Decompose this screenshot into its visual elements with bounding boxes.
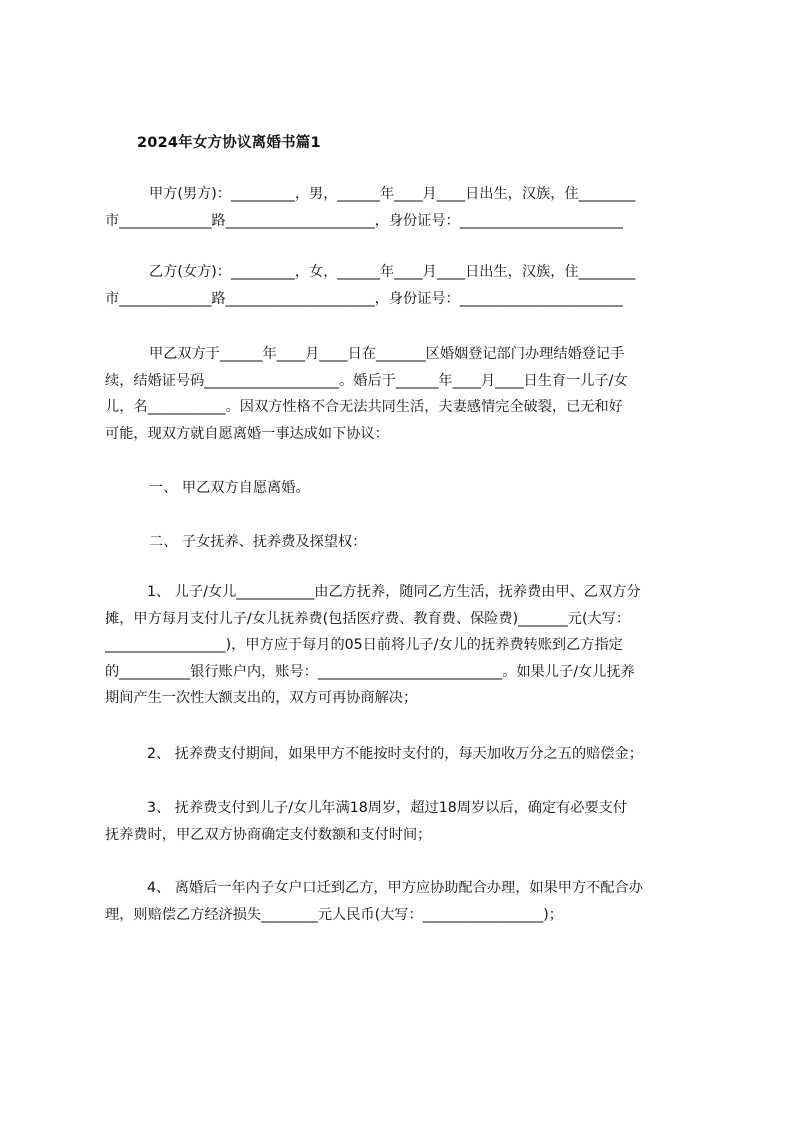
item-1-line-1: 1、 儿子/女儿___________由乙方抚养，随同乙方生活，抚养费由甲、乙双方分 (147, 584, 641, 600)
party-a-line-1: 甲方(男方)：_________，男，______年____月____日出生，汉族，住________ (149, 186, 636, 202)
item-1-paragraph (105, 579, 705, 712)
clause-2-paragraph (105, 529, 705, 556)
intro-paragraph (105, 341, 705, 447)
intro-line-4: 可能，现双方就自愿离婚一事达成如下协议： (105, 425, 389, 442)
item-1-line-4: 的__________银行账户内，账号：__________________________。如果儿子/女儿抚养 (105, 663, 635, 680)
clause-1-paragraph (105, 475, 705, 502)
item-1-line-2: 摊，甲方每月支付儿子/女儿抚养费(包括医疗费、教育费、保险费)_______元(大写： (105, 610, 631, 627)
item-1-line-5: 期间产生一次性大额支出的，双方可再协商解决； (105, 690, 418, 706)
intro-line-3: 儿，名___________。因双方性格不合无法共同生活，夫妻感情完全破裂，已无和好 (105, 399, 623, 415)
item-1-line-3: _________________)，甲方应于每月的05日前将儿子/女儿的抚养费转账到乙方指定 (105, 637, 623, 653)
party-b-paragraph (105, 259, 705, 312)
item-3-line-1: 3、 抚养费支付到儿子/女儿年满18周岁，超过18周岁以后，确定有必要支付 (147, 800, 628, 816)
document-title: 2024年女方协议离婚书篇1 (137, 135, 321, 151)
item-4-line-1: 4、 离婚后一年内子女户口迁到乙方，甲方应协助配合办理，如果甲方不配合办 (147, 880, 643, 896)
clause-1-line: 一、 甲乙双方自愿离婚。 (149, 480, 310, 496)
item-2-line: 2、 抚养费支付期间，如果甲方不能按时支付的，每天加收万分之五的赔偿金； (147, 746, 643, 762)
clause-2-line: 二、 子女抚养、抚养费及探望权： (149, 534, 367, 550)
intro-line-2: 续，结婚证号码___________________。婚后于______年____月____日生育一儿子/女 (105, 372, 628, 389)
item-3-line-2: 抚养费时，甲乙双方协商确定支付数额和支付时间； (105, 826, 432, 843)
party-b-line-2: 市_____________路_____________________，身份证号：_______________________ (105, 290, 623, 307)
party-b-line-1: 乙方(女方)：_________，女，______年____月____日出生，汉族，住________ (149, 264, 636, 280)
item-3-paragraph (105, 795, 705, 848)
item-4-paragraph (105, 875, 705, 928)
party-a-line-2: 市_____________路_____________________，身份证号：_______________________ (105, 212, 623, 229)
party-a-paragraph (105, 181, 705, 234)
item-2-paragraph (105, 741, 705, 768)
intro-line-1: 甲乙双方于______年____月____日在_______区婚姻登记部门办理结婚登记手 (149, 346, 625, 362)
item-4-line-2: 理，则赔偿乙方经济损失________元人民币(大写：_________________)； (105, 906, 563, 923)
